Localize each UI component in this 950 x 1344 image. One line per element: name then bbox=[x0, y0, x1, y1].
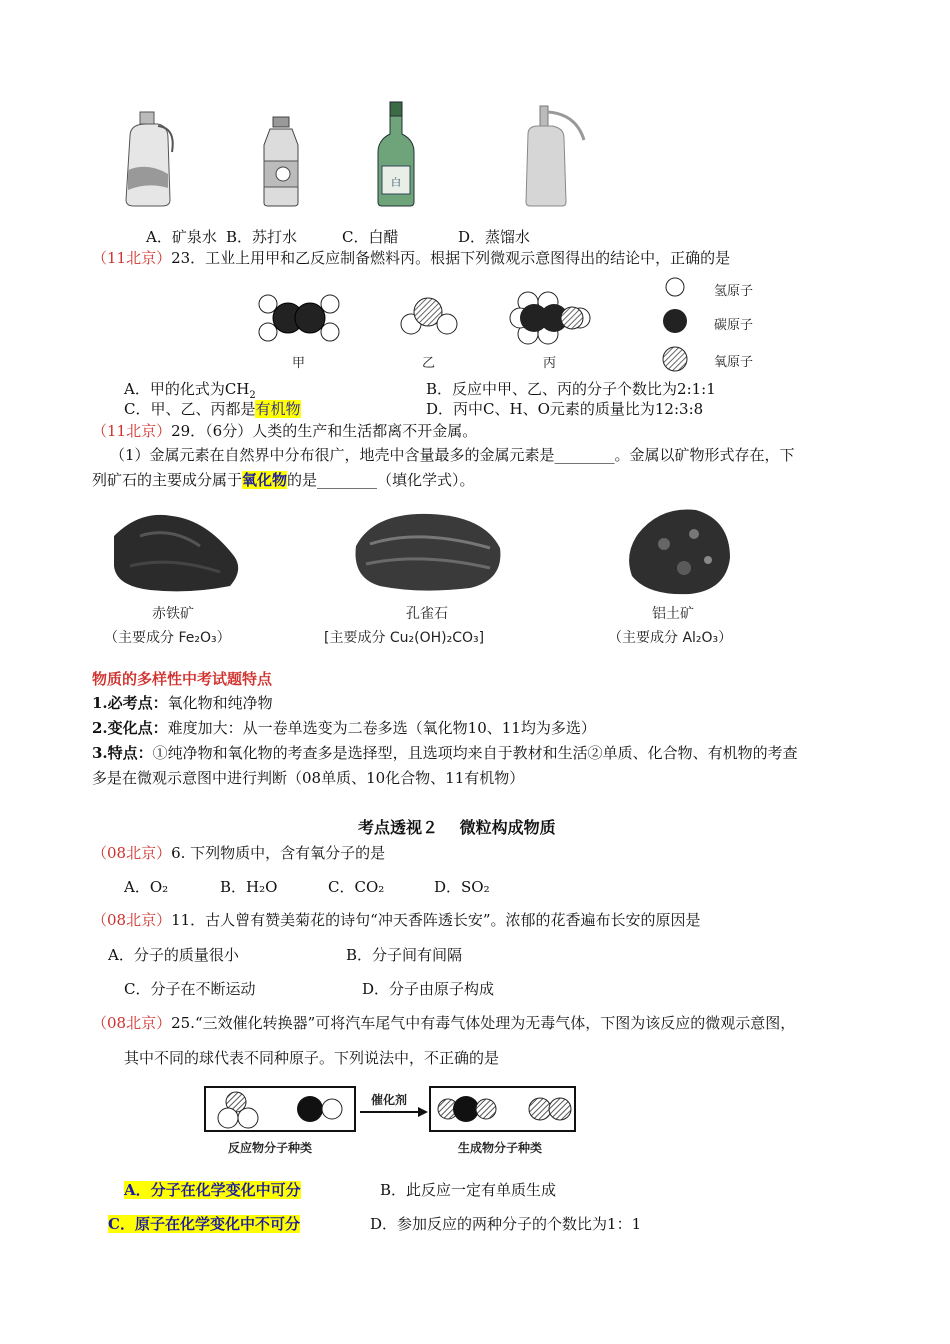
q11-option-b: B．分子间有间隔 bbox=[346, 946, 463, 964]
q29-paragraph-2: 列矿石的主要成分属于氧化物的是________（填化学式）。 bbox=[92, 471, 475, 489]
molecule-yi bbox=[401, 298, 457, 334]
q23-stem-line bbox=[92, 247, 730, 269]
distilled-water-bottle-image bbox=[518, 104, 590, 208]
q29-paragraph-1: （1）金属元素在自然界中分布很广，地壳中含量最多的金属元素是________。金属以矿物形式存在，下 bbox=[110, 446, 795, 464]
features-point-3-cont: 多是在微观示意图中进行判断（08单质、10化合物、11有机物） bbox=[92, 769, 525, 787]
bottle-option-b: B．苏打水 bbox=[226, 228, 298, 246]
q25-option-b: B．此反应一定有单质生成 bbox=[380, 1181, 557, 1199]
q11-stem-line: （08北京）11．古人曾有赞美菊花的诗句“冲天香阵透长安”。浓郁的花香遍布长安的原因是 bbox=[92, 911, 701, 929]
q25-option-c: C．原子在化学变化中不可分 bbox=[108, 1215, 300, 1233]
q6-option-a: A．O₂ bbox=[124, 878, 169, 896]
mineral-water-bottle-image bbox=[118, 108, 178, 208]
label-yi: 乙 bbox=[422, 356, 436, 371]
q11-option-d: D．分子由原子构成 bbox=[362, 980, 495, 998]
soda-water-bottle-image bbox=[256, 115, 306, 207]
q25-option-a: A．分子在化学变化中可分 bbox=[124, 1181, 301, 1199]
legend-hydrogen: 氢原子 bbox=[714, 284, 754, 299]
q29-stem: 29．（6分）人类的生产和生活都离不开金属。 bbox=[171, 422, 478, 440]
features-point-1: 1.必考点：氧化物和纯净物 bbox=[92, 694, 273, 712]
atom-legend bbox=[660, 275, 690, 375]
q6-option-b: B．H₂O bbox=[220, 878, 278, 896]
q23-option-c: C．甲、乙、丙都是有机物 bbox=[124, 400, 301, 418]
bottle-option-c: C．白醋 bbox=[342, 228, 399, 246]
hematite-image bbox=[110, 506, 244, 594]
q11-option-a: A．分子的质量很小 bbox=[108, 946, 239, 964]
label-bing: 丙 bbox=[543, 356, 557, 371]
features-point-3: 3.特点：①纯净物和氧化物的考查多是选择型，且选项均来自于教材和生活②单质、化合物、有机物的考查 bbox=[92, 744, 798, 762]
svg-text:白: 白 bbox=[391, 178, 401, 189]
mineral-name-malachite: 孔雀石 bbox=[406, 606, 448, 622]
q29-stem-line bbox=[92, 420, 477, 442]
q6-option-c: C．CO₂ bbox=[328, 878, 385, 896]
section2-title: 考点透视２ 微粒构成物质 bbox=[358, 818, 556, 837]
molecule-bing bbox=[510, 292, 590, 344]
label-jia: 甲 bbox=[292, 356, 306, 371]
q23-option-a: A．甲的化式为$CH_2$ bbox=[124, 380, 256, 401]
q23-stem: 23．工业上用甲和乙反应制备燃料丙。根据下列微观示意图得出的结论中，正确的是 bbox=[171, 249, 731, 267]
molecule-jia bbox=[259, 295, 339, 341]
bauxite-image bbox=[624, 504, 736, 598]
bottle-option-a: A．矿泉水 bbox=[146, 228, 217, 246]
q6-option-d: D．SO₂ bbox=[434, 878, 490, 896]
white-vinegar-bottle-image bbox=[374, 100, 418, 208]
mineral-formula-bauxite: （主要成分 Al₂O₃） bbox=[608, 630, 733, 646]
legend-carbon: 碳原子 bbox=[714, 318, 754, 333]
q11-option-c: C．分子在不断运动 bbox=[124, 980, 256, 998]
mineral-formula-malachite: [主要成分 Cu₂(OH)₂CO₃] bbox=[324, 630, 485, 646]
mineral-formula-hematite: （主要成分 Fe₂O₃） bbox=[104, 630, 231, 646]
q23-source-tag: （11北京） bbox=[92, 249, 172, 267]
features-title: 物质的多样性中考试题特点 bbox=[92, 670, 273, 688]
reactant-label: 反应物分子种类 bbox=[228, 1141, 313, 1155]
q25-option-d: D．参加反应的两种分子的个数比为1：1 bbox=[370, 1215, 642, 1233]
malachite-image bbox=[350, 508, 506, 592]
legend-oxygen: 氧原子 bbox=[714, 355, 754, 370]
q23-option-d: D．丙中C、H、O元素的质量比为12:3:8 bbox=[426, 400, 704, 418]
q23-option-b: B．反应中甲、乙、丙的分子个数比为2:1:1 bbox=[426, 380, 716, 398]
features-point-2: 2.变化点：难度加大：从一卷单选变为二卷多选（氧化物10、11均为多选） bbox=[92, 719, 596, 737]
catalyst-label: 催化剂 bbox=[371, 1093, 408, 1107]
q25-stem-line-2: 其中不同的球代表不同种原子。下列说法中，不正确的是 bbox=[124, 1049, 500, 1067]
q29-source-tag: （11北京） bbox=[92, 422, 172, 440]
q25-stem-line: （08北京）25.“三效催化转换器”可将汽车尾气中有毒气体处理为无毒气体，下图为该反应的微观示意图， bbox=[92, 1014, 796, 1032]
mineral-name-bauxite: 铝土矿 bbox=[652, 606, 694, 622]
q6-stem-line: （08北京）6. 下列物质中，含有氧分子的是 bbox=[92, 844, 386, 862]
product-label: 生成物分子种类 bbox=[458, 1141, 543, 1155]
mineral-name-hematite: 赤铁矿 bbox=[152, 606, 194, 622]
bottle-option-d: D．蒸馏水 bbox=[458, 228, 531, 246]
